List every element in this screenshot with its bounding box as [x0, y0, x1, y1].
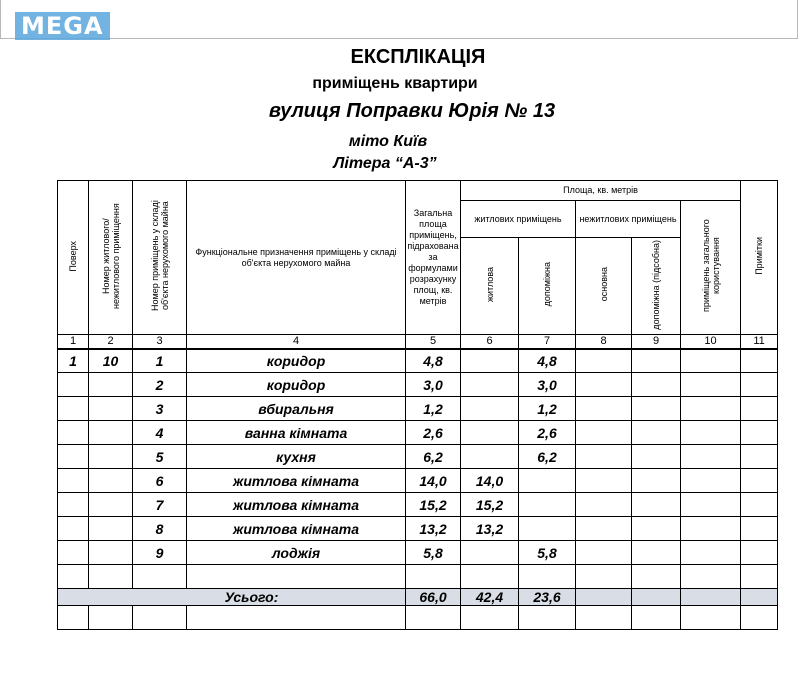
- residential-area-cell: [461, 541, 519, 565]
- empty-cell: [741, 589, 778, 606]
- floor-cell: [58, 397, 89, 421]
- room-number-cell: 7: [133, 493, 187, 517]
- room-number-cell: 3: [133, 397, 187, 421]
- room-function-cell: житлова кімната: [187, 493, 406, 517]
- aux-area-cell: [519, 469, 576, 493]
- aux-area-cell: 2,6: [519, 421, 576, 445]
- aux-area-cell: [519, 493, 576, 517]
- room-function-cell: вбиральня: [187, 397, 406, 421]
- empty-cell: [576, 469, 632, 493]
- room-number-cell: 1: [133, 349, 187, 373]
- col-num: 7: [519, 335, 576, 349]
- room-function-cell: житлова кімната: [187, 517, 406, 541]
- total-area-cell: 15,2: [406, 493, 461, 517]
- apt-number-cell: [89, 373, 133, 397]
- residential-area-cell: [461, 397, 519, 421]
- empty-cell: [632, 493, 681, 517]
- empty-cell: [681, 493, 741, 517]
- empty-cell: [681, 373, 741, 397]
- empty-cell: [632, 373, 681, 397]
- empty-row: [58, 606, 778, 630]
- empty-cell: [741, 493, 778, 517]
- empty-cell: [681, 541, 741, 565]
- empty-cell: [406, 606, 461, 630]
- residential-area-cell: [461, 349, 519, 373]
- address: вулиця Поправки Юрія № 13: [268, 100, 556, 122]
- explication-table: [57, 180, 778, 630]
- col-num: 6: [461, 335, 519, 349]
- floor-cell: [58, 445, 89, 469]
- empty-cell: [632, 606, 681, 630]
- residential-area-cell: [461, 445, 519, 469]
- empty-cell: [741, 469, 778, 493]
- empty-cell: [576, 445, 632, 469]
- empty-cell: [632, 349, 681, 373]
- empty-cell: [632, 445, 681, 469]
- document-title: ЕКСПЛІКАЦІЯ: [350, 46, 486, 68]
- apt-number-cell: [89, 493, 133, 517]
- residential-area-cell: 15,2: [461, 493, 519, 517]
- room-function-cell: житлова кімната: [187, 469, 406, 493]
- aux-area-cell: 5,8: [519, 541, 576, 565]
- document-subtitle: приміщень квартири: [312, 75, 478, 92]
- header-function: Функціональне призначення приміщень у складі об'єкта нерухомого майна: [187, 181, 406, 335]
- aux-area-cell: [519, 517, 576, 541]
- total-area-cell: 4,8: [406, 349, 461, 373]
- table-row: [58, 373, 778, 397]
- empty-cell: [681, 421, 741, 445]
- col-num: 5: [406, 335, 461, 349]
- empty-cell: [681, 469, 741, 493]
- apt-number-cell: [89, 421, 133, 445]
- apt-number-cell: [89, 541, 133, 565]
- room-function-cell: ванна кімната: [187, 421, 406, 445]
- floor-cell: [58, 517, 89, 541]
- col-num: 1: [58, 335, 89, 349]
- header-common: приміщень загального користування: [681, 201, 741, 335]
- empty-cell: [681, 517, 741, 541]
- floor-cell: [58, 421, 89, 445]
- total-area-sum: 66,0: [406, 589, 461, 606]
- empty-cell: [58, 606, 89, 630]
- total-row: [58, 589, 778, 606]
- empty-cell: [632, 517, 681, 541]
- table-row: [58, 397, 778, 421]
- apt-number-cell: [89, 397, 133, 421]
- table-row: [58, 445, 778, 469]
- litera: Літера “А-3”: [333, 155, 437, 172]
- total-area-cell: 2,6: [406, 421, 461, 445]
- apt-number-cell: [89, 445, 133, 469]
- header-room-no: Номер приміщень у складі об'єкта нерухомого майна: [133, 181, 187, 335]
- residential-area-cell: [461, 421, 519, 445]
- empty-cell: [681, 349, 741, 373]
- total-area-cell: 6,2: [406, 445, 461, 469]
- empty-row: [58, 565, 778, 589]
- empty-cell: [576, 493, 632, 517]
- room-number-cell: 9: [133, 541, 187, 565]
- empty-cell: [741, 421, 778, 445]
- header-notes: Примітки: [741, 181, 778, 335]
- empty-cell: [406, 565, 461, 589]
- room-function-cell: коридор: [187, 373, 406, 397]
- empty-cell: [632, 397, 681, 421]
- mega-logo: MEGA: [15, 12, 110, 40]
- apt-number-cell: [89, 469, 133, 493]
- header-nonres-aux: допоміжна (підсобна): [632, 238, 681, 335]
- floor-cell: [58, 469, 89, 493]
- empty-cell: [632, 541, 681, 565]
- empty-cell: [576, 373, 632, 397]
- empty-cell: [741, 349, 778, 373]
- empty-cell: [681, 565, 741, 589]
- header-residential: житлових приміщень: [461, 201, 576, 238]
- empty-cell: [632, 565, 681, 589]
- room-function-cell: кухня: [187, 445, 406, 469]
- residential-area-cell: [461, 373, 519, 397]
- header-area-group: Площа, кв. метрів: [461, 181, 741, 201]
- empty-cell: [519, 565, 576, 589]
- floor-cell: [58, 493, 89, 517]
- empty-cell: [681, 606, 741, 630]
- room-number-cell: 4: [133, 421, 187, 445]
- header-floor: Поверх: [58, 181, 89, 335]
- header-res-main: житлова: [461, 238, 519, 335]
- room-number-cell: 8: [133, 517, 187, 541]
- empty-cell: [681, 445, 741, 469]
- residential-area-cell: 13,2: [461, 517, 519, 541]
- total-residential-sum: 42,4: [461, 589, 519, 606]
- empty-cell: [58, 565, 89, 589]
- total-area-cell: 5,8: [406, 541, 461, 565]
- empty-cell: [461, 565, 519, 589]
- city: міто Київ: [348, 133, 428, 150]
- empty-cell: [133, 606, 187, 630]
- empty-cell: [461, 606, 519, 630]
- table-row: [58, 541, 778, 565]
- empty-cell: [576, 517, 632, 541]
- total-area-cell: 13,2: [406, 517, 461, 541]
- empty-cell: [576, 541, 632, 565]
- top-bar: [0, 0, 798, 39]
- header-total-area: Загальна площа приміщень, підрахована за формулами розрахунку площ, кв. метрів: [406, 181, 461, 335]
- empty-cell: [519, 606, 576, 630]
- empty-cell: [632, 589, 681, 606]
- header-res-aux: допоміжна: [519, 238, 576, 335]
- table-row: [58, 349, 778, 373]
- col-num: 8: [576, 335, 632, 349]
- empty-cell: [681, 397, 741, 421]
- total-area-cell: 1,2: [406, 397, 461, 421]
- empty-cell: [741, 397, 778, 421]
- header-nonres-main: основна: [576, 238, 632, 335]
- empty-cell: [681, 589, 741, 606]
- empty-cell: [576, 565, 632, 589]
- room-number-cell: 5: [133, 445, 187, 469]
- column-numbers-row: [58, 335, 778, 349]
- empty-cell: [576, 606, 632, 630]
- empty-cell: [741, 445, 778, 469]
- aux-area-cell: 4,8: [519, 349, 576, 373]
- total-aux-sum: 23,6: [519, 589, 576, 606]
- room-number-cell: 2: [133, 373, 187, 397]
- empty-cell: [741, 373, 778, 397]
- room-function-cell: коридор: [187, 349, 406, 373]
- total-label: Усього:: [58, 589, 406, 606]
- room-number-cell: 6: [133, 469, 187, 493]
- residential-area-cell: 14,0: [461, 469, 519, 493]
- empty-cell: [576, 349, 632, 373]
- empty-cell: [576, 421, 632, 445]
- empty-cell: [89, 565, 133, 589]
- empty-cell: [632, 421, 681, 445]
- table-row: [58, 421, 778, 445]
- col-num: 4: [187, 335, 406, 349]
- empty-cell: [89, 606, 133, 630]
- floor-cell: [58, 373, 89, 397]
- table-body: [58, 349, 778, 589]
- empty-cell: [187, 606, 406, 630]
- empty-cell: [576, 397, 632, 421]
- total-area-cell: 3,0: [406, 373, 461, 397]
- empty-cell: [741, 517, 778, 541]
- room-function-cell: лоджія: [187, 541, 406, 565]
- apt-number-cell: [89, 517, 133, 541]
- table-row: [58, 517, 778, 541]
- empty-cell: [741, 541, 778, 565]
- aux-area-cell: 6,2: [519, 445, 576, 469]
- empty-cell: [741, 606, 778, 630]
- empty-cell: [133, 565, 187, 589]
- col-num: 11: [741, 335, 778, 349]
- col-num: 3: [133, 335, 187, 349]
- header-nonresidential: нежитлових приміщень: [576, 201, 681, 238]
- empty-cell: [741, 565, 778, 589]
- aux-area-cell: 3,0: [519, 373, 576, 397]
- total-area-cell: 14,0: [406, 469, 461, 493]
- empty-cell: [576, 589, 632, 606]
- col-num: 10: [681, 335, 741, 349]
- col-num: 9: [632, 335, 681, 349]
- col-num: 2: [89, 335, 133, 349]
- table-row: [58, 493, 778, 517]
- header-apt-no: Номер житлового/ нежитлового приміщення: [89, 181, 133, 335]
- empty-cell: [187, 565, 406, 589]
- empty-cell: [632, 469, 681, 493]
- aux-area-cell: 1,2: [519, 397, 576, 421]
- floor-cell: 1: [58, 349, 89, 373]
- floor-cell: [58, 541, 89, 565]
- apt-number-cell: 10: [89, 349, 133, 373]
- table-row: [58, 469, 778, 493]
